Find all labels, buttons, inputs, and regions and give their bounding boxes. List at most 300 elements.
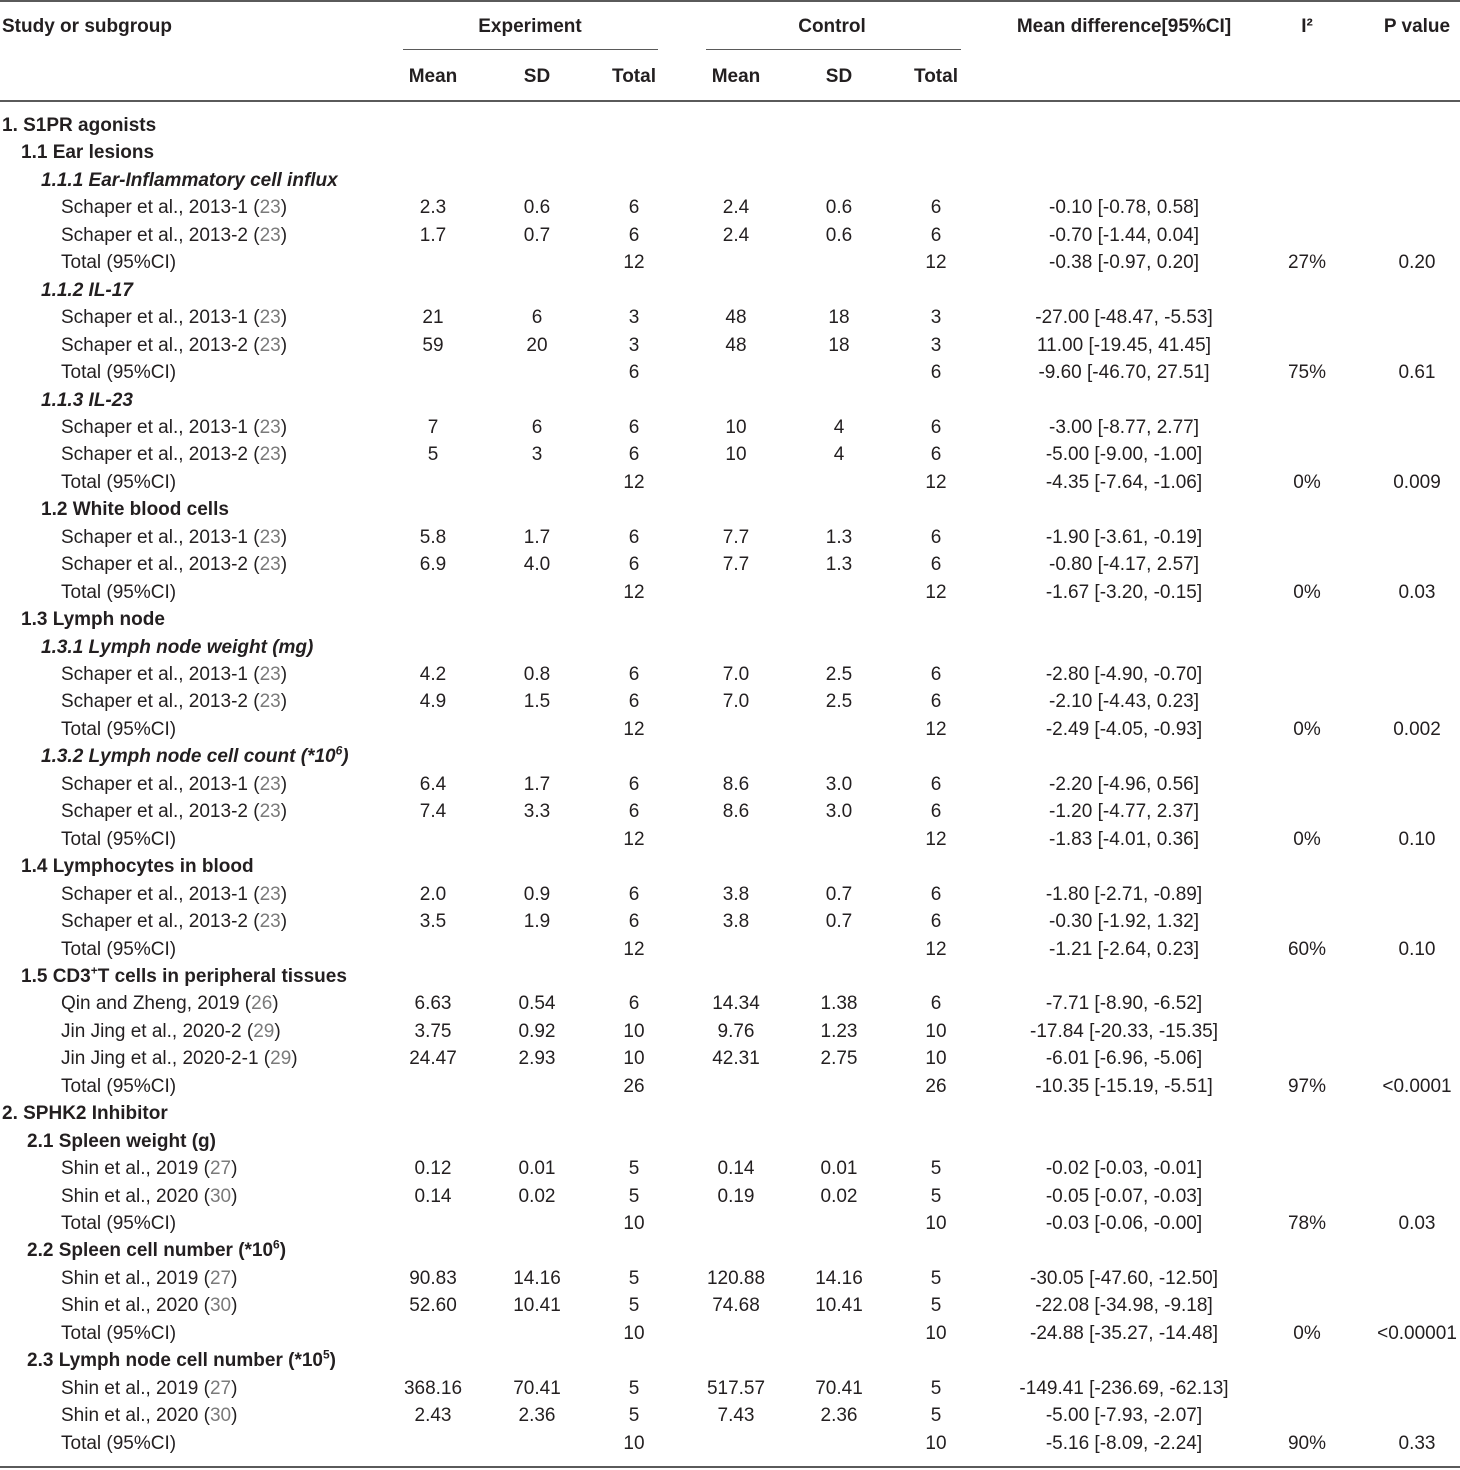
study-row bbox=[0, 222, 1460, 249]
ctrl-total-cell: 10 bbox=[925, 1048, 947, 1070]
reference-link[interactable]: 23 bbox=[259, 416, 281, 438]
study-row bbox=[0, 194, 1460, 221]
study-name-text: Shin et al., 2019 bbox=[61, 1158, 199, 1180]
exp-mean-cell: 59 bbox=[422, 334, 444, 356]
subgroup-label bbox=[41, 167, 338, 194]
subgroup-row bbox=[0, 139, 1460, 166]
ctrl-sd-cell: 18 bbox=[828, 307, 850, 329]
ctrl-mean-cell: 0.14 bbox=[717, 1158, 755, 1180]
exp-sd-cell: 1.7 bbox=[523, 526, 551, 548]
exp-sd-cell: 1.7 bbox=[523, 773, 551, 795]
mean-difference-cell: -1.67 [-3.20, -0.15] bbox=[1045, 581, 1203, 603]
reference-link[interactable]: 27 bbox=[209, 1377, 232, 1399]
study-row bbox=[0, 771, 1460, 798]
study-name-text: Jin Jing et al., 2020-2 bbox=[61, 1020, 242, 1042]
subgroup-label-suffix: ) bbox=[279, 1240, 287, 1262]
subgroup-row bbox=[0, 167, 1460, 194]
reference-link[interactable]: 23 bbox=[259, 307, 281, 329]
study-name: Schaper et al., 2013-1 (23) bbox=[61, 197, 288, 219]
study-name bbox=[61, 1210, 176, 1237]
subgroup-row bbox=[0, 853, 1460, 880]
study-name-text: Total (95%CI) bbox=[61, 718, 177, 740]
study-name-text: Total (95%CI) bbox=[61, 1432, 177, 1454]
subgroup-row bbox=[0, 963, 1460, 990]
p-value-cell: 0.03 bbox=[1398, 1213, 1436, 1234]
exp-mean-cell: 6.9 bbox=[419, 554, 447, 576]
table-top-rule bbox=[0, 0, 1460, 2]
mean-difference-cell: -2.20 [-4.96, 0.56] bbox=[1049, 773, 1199, 795]
ctrl-total-cell: 6 bbox=[930, 993, 942, 1015]
reference-link[interactable]: 30 bbox=[209, 1185, 232, 1207]
study-name bbox=[61, 936, 176, 963]
exp-mean-cell: 5.8 bbox=[419, 526, 447, 548]
mean-difference-cell: -1.90 [-3.61, -0.19] bbox=[1045, 526, 1203, 548]
study-name: Shin et al., 2020 (30) bbox=[61, 1185, 238, 1207]
exp-total-cell: 5 bbox=[628, 1185, 640, 1207]
mean-difference-cell: -0.03 [-0.06, -0.00] bbox=[1045, 1213, 1203, 1234]
header-study: Study or subgroup bbox=[2, 16, 172, 37]
mean-difference-cell: -0.02 [-0.03, -0.01] bbox=[1045, 1158, 1203, 1180]
study-row bbox=[0, 1375, 1460, 1402]
reference-link[interactable]: 23 bbox=[259, 801, 281, 823]
exp-total-cell: 10 bbox=[623, 1048, 645, 1070]
exp-mean-cell: 21 bbox=[422, 307, 444, 329]
ctrl-sd-cell: 0.7 bbox=[825, 911, 853, 933]
ctrl-mean-cell: 2.4 bbox=[722, 197, 750, 219]
ctrl-sd-cell: 3.0 bbox=[825, 773, 853, 795]
p-value-cell: 0.20 bbox=[1398, 252, 1436, 274]
i2-value-cell: 97% bbox=[1287, 1075, 1327, 1097]
study-name-text: Shin et al., 2020 bbox=[61, 1185, 199, 1207]
exp-sd-cell: 0.8 bbox=[523, 664, 551, 685]
ctrl-total-cell: 6 bbox=[930, 664, 942, 685]
p-value-cell: <0.0001 bbox=[1382, 1075, 1452, 1097]
mean-difference-cell: -1.21 [-2.64, 0.23] bbox=[1049, 938, 1199, 960]
p-value-cell: 0.002 bbox=[1393, 718, 1441, 740]
reference-link[interactable]: 27 bbox=[209, 1158, 232, 1180]
ctrl-total-cell: 6 bbox=[930, 526, 942, 548]
study-name: Jin Jing et al., 2020-2-1 (29) bbox=[61, 1048, 298, 1070]
study-row bbox=[0, 1155, 1460, 1182]
subgroup-row bbox=[0, 112, 1460, 139]
header-control: Control bbox=[798, 16, 866, 37]
exp-sd-cell: 3 bbox=[531, 444, 543, 466]
study-name-text: Jin Jing et al., 2020-2-1 bbox=[61, 1048, 259, 1070]
ctrl-total-cell: 5 bbox=[930, 1405, 942, 1427]
exp-sd-cell: 0.01 bbox=[518, 1158, 556, 1180]
study-name: Schaper et al., 2013-2 (23) bbox=[61, 554, 288, 576]
ctrl-mean-cell: 10 bbox=[725, 416, 747, 438]
study-name: Shin et al., 2020 (30) bbox=[61, 1405, 238, 1427]
exp-sd-cell: 3.3 bbox=[523, 801, 551, 823]
study-name bbox=[61, 469, 176, 496]
exp-total-cell: 5 bbox=[628, 1158, 640, 1180]
reference-link[interactable]: 23 bbox=[259, 883, 281, 905]
ctrl-mean-cell: 0.19 bbox=[717, 1185, 755, 1207]
ctrl-mean-cell: 42.31 bbox=[712, 1048, 760, 1070]
ctrl-total-cell: 6 bbox=[930, 691, 942, 713]
study-name: Shin et al., 2019 (27) bbox=[61, 1377, 238, 1399]
mean-difference-cell: -1.20 [-4.77, 2.37] bbox=[1049, 801, 1199, 823]
subgroup-row bbox=[0, 634, 1460, 661]
study-name: Schaper et al., 2013-1 (23) bbox=[61, 526, 288, 548]
header-exp-total: Total bbox=[612, 66, 656, 87]
p-value-cell: 0.33 bbox=[1398, 1432, 1436, 1454]
study-name: Schaper et al., 2013-2 (23) bbox=[61, 224, 288, 246]
reference-link[interactable]: 23 bbox=[259, 554, 281, 576]
study-name-text: Schaper et al., 2013-1 bbox=[61, 883, 248, 905]
p-value-cell: 0.03 bbox=[1398, 581, 1436, 603]
mean-difference-cell: -9.60 [-46.70, 27.51] bbox=[1038, 362, 1210, 384]
exp-total-cell: 3 bbox=[628, 307, 640, 329]
study-name-text: Total (95%CI) bbox=[61, 581, 177, 603]
subgroup-label-superscript: 6 bbox=[273, 1238, 280, 1253]
p-value-cell: 0.009 bbox=[1393, 471, 1441, 493]
exp-total-cell: 6 bbox=[628, 526, 640, 548]
ctrl-mean-cell: 14.34 bbox=[712, 993, 760, 1015]
header-exp-mean: Mean bbox=[408, 66, 458, 87]
header-ctrl-mean: Mean bbox=[711, 66, 761, 87]
subgroup-label bbox=[41, 743, 349, 770]
ctrl-mean-cell: 10 bbox=[725, 444, 747, 466]
study-name-text: Total (95%CI) bbox=[61, 828, 177, 850]
reference-link[interactable]: 27 bbox=[209, 1267, 232, 1289]
ctrl-sd-cell: 0.6 bbox=[825, 197, 853, 219]
exp-total-cell: 12 bbox=[623, 581, 645, 603]
study-name-text: Schaper et al., 2013-2 bbox=[61, 691, 248, 713]
exp-total-cell: 10 bbox=[623, 1020, 645, 1042]
ctrl-total-cell: 10 bbox=[925, 1213, 947, 1234]
p-value-cell: <0.00001 bbox=[1377, 1322, 1457, 1344]
mean-difference-cell: 11.00 [-19.45, 41.45] bbox=[1037, 334, 1211, 356]
exp-sd-cell: 10.41 bbox=[513, 1295, 561, 1317]
ctrl-mean-cell: 7.7 bbox=[722, 554, 750, 576]
mean-difference-cell: -0.30 [-1.92, 1.32] bbox=[1049, 911, 1199, 933]
ctrl-mean-cell: 7.43 bbox=[717, 1405, 755, 1427]
exp-total-cell: 10 bbox=[623, 1322, 645, 1344]
i2-value-cell: 75% bbox=[1287, 362, 1327, 384]
reference-link[interactable]: 30 bbox=[209, 1405, 232, 1427]
reference-link[interactable]: 23 bbox=[259, 197, 281, 219]
ctrl-sd-cell: 2.36 bbox=[820, 1405, 858, 1427]
ctrl-total-cell: 6 bbox=[930, 911, 942, 933]
study-row bbox=[0, 1265, 1460, 1292]
study-name-text: Schaper et al., 2013-1 bbox=[61, 416, 248, 438]
reference-link[interactable]: 23 bbox=[259, 526, 281, 548]
ctrl-mean-cell: 48 bbox=[725, 334, 747, 356]
exp-total-cell: 26 bbox=[623, 1075, 645, 1097]
header-mean-difference: Mean difference[95%CI] bbox=[1016, 16, 1232, 37]
subgroup-label-superscript: 5 bbox=[322, 1347, 330, 1362]
subgroup-row bbox=[0, 277, 1460, 304]
exp-sd-cell: 0.02 bbox=[518, 1185, 556, 1207]
subgroup-label bbox=[21, 139, 154, 166]
study-row bbox=[0, 1183, 1460, 1210]
mean-difference-cell: -5.00 [-9.00, -1.00] bbox=[1045, 444, 1203, 466]
ctrl-sd-cell: 4 bbox=[833, 416, 845, 438]
study-row bbox=[0, 990, 1460, 1017]
study-name bbox=[61, 716, 176, 743]
ctrl-mean-cell: 48 bbox=[725, 307, 747, 329]
subgroup-label bbox=[41, 496, 229, 523]
subgroup-label bbox=[21, 963, 347, 990]
mean-difference-cell: -24.88 [-35.27, -14.48] bbox=[1029, 1322, 1219, 1344]
exp-sd-cell: 1.5 bbox=[523, 691, 551, 713]
ctrl-mean-cell: 3.8 bbox=[722, 911, 750, 933]
header-experiment: Experiment bbox=[478, 16, 582, 37]
study-name-text: Shin et al., 2019 bbox=[61, 1267, 199, 1289]
study-name: Jin Jing et al., 2020-2 (29) bbox=[61, 1020, 281, 1042]
ctrl-total-cell: 10 bbox=[925, 1020, 947, 1042]
exp-total-cell: 6 bbox=[628, 554, 640, 576]
reference-link[interactable]: 23 bbox=[259, 334, 281, 356]
ctrl-sd-cell: 10.41 bbox=[815, 1295, 863, 1317]
i2-value-cell: 78% bbox=[1287, 1213, 1327, 1234]
exp-total-cell: 6 bbox=[628, 362, 640, 384]
ctrl-mean-cell: 7.0 bbox=[722, 664, 750, 685]
study-name-text: Total (95%CI) bbox=[61, 471, 177, 493]
subgroup-label-text: 2. SPHK2 Inhibitor bbox=[2, 1103, 168, 1125]
study-name-text: Total (95%CI) bbox=[61, 938, 177, 960]
ctrl-sd-cell: 2.5 bbox=[825, 664, 853, 685]
total-row bbox=[0, 579, 1460, 606]
exp-mean-cell: 7.4 bbox=[419, 801, 447, 823]
total-row bbox=[0, 716, 1460, 743]
mean-difference-cell: -7.71 [-8.90, -6.52] bbox=[1045, 993, 1203, 1015]
mean-difference-cell: -149.41 [-236.69, -62.13] bbox=[1019, 1377, 1229, 1399]
ctrl-total-cell: 12 bbox=[925, 581, 947, 603]
ctrl-mean-cell: 8.6 bbox=[722, 801, 750, 823]
ctrl-total-cell: 5 bbox=[930, 1185, 942, 1207]
ctrl-total-cell: 6 bbox=[930, 801, 942, 823]
subgroup-row bbox=[0, 496, 1460, 523]
ctrl-sd-cell: 0.01 bbox=[820, 1158, 858, 1180]
exp-mean-cell: 5 bbox=[427, 444, 439, 466]
ctrl-total-cell: 6 bbox=[930, 416, 942, 438]
study-row bbox=[0, 798, 1460, 825]
subgroup-label-superscript: + bbox=[90, 963, 98, 978]
study-name bbox=[61, 1430, 176, 1457]
exp-total-cell: 10 bbox=[623, 1213, 645, 1234]
mean-difference-cell: -4.35 [-7.64, -1.06] bbox=[1045, 471, 1203, 493]
study-name-text: Total (95%CI) bbox=[61, 1075, 177, 1097]
exp-mean-cell: 4.2 bbox=[419, 664, 447, 685]
exp-sd-cell: 0.6 bbox=[523, 197, 551, 219]
ctrl-sd-cell: 2.5 bbox=[825, 691, 853, 713]
p-value-cell: 0.10 bbox=[1398, 828, 1436, 850]
exp-mean-cell: 7 bbox=[427, 416, 439, 438]
exp-mean-cell: 2.43 bbox=[414, 1405, 452, 1427]
control-underline bbox=[706, 49, 961, 50]
study-name: Schaper et al., 2013-2 (23) bbox=[61, 911, 288, 933]
study-name: Schaper et al., 2013-2 (23) bbox=[61, 334, 288, 356]
exp-mean-cell: 3.5 bbox=[419, 911, 447, 933]
subgroup-row bbox=[0, 1347, 1460, 1374]
mean-difference-cell: -5.16 [-8.09, -2.24] bbox=[1045, 1432, 1203, 1454]
mean-difference-cell: -22.08 [-34.98, -9.18] bbox=[1035, 1295, 1213, 1317]
ctrl-mean-cell: 3.8 bbox=[722, 883, 750, 905]
study-row bbox=[0, 524, 1460, 551]
ctrl-mean-cell: 517.57 bbox=[706, 1377, 766, 1399]
ctrl-total-cell: 5 bbox=[930, 1267, 942, 1289]
exp-total-cell: 3 bbox=[628, 334, 640, 356]
ctrl-total-cell: 10 bbox=[925, 1432, 947, 1454]
ctrl-total-cell: 12 bbox=[925, 718, 947, 740]
study-row bbox=[0, 661, 1460, 688]
mean-difference-cell: -30.05 [-47.60, -12.50] bbox=[1029, 1267, 1219, 1289]
ctrl-mean-cell: 7.0 bbox=[722, 691, 750, 713]
study-row bbox=[0, 881, 1460, 908]
reference-link[interactable]: 23 bbox=[259, 444, 281, 466]
ctrl-total-cell: 6 bbox=[930, 197, 942, 219]
exp-sd-cell: 4.0 bbox=[523, 554, 551, 576]
header-bottom-rule bbox=[0, 100, 1460, 102]
exp-total-cell: 6 bbox=[628, 444, 640, 466]
reference-link[interactable]: 29 bbox=[270, 1048, 292, 1070]
subgroup-label-text: 1. S1PR agonists bbox=[2, 115, 157, 136]
mean-difference-cell: -27.00 [-48.47, -5.53] bbox=[1035, 307, 1213, 329]
exp-mean-cell: 4.9 bbox=[419, 691, 447, 713]
study-name-text: Schaper et al., 2013-1 bbox=[61, 664, 248, 685]
i2-value-cell: 0% bbox=[1293, 1322, 1321, 1344]
ctrl-total-cell: 10 bbox=[925, 1322, 947, 1344]
ctrl-sd-cell: 0.02 bbox=[820, 1185, 858, 1207]
total-row bbox=[0, 1073, 1460, 1100]
study-name-text: Schaper et al., 2013-1 bbox=[61, 526, 248, 548]
ctrl-total-cell: 6 bbox=[930, 362, 942, 384]
reference-link[interactable]: 23 bbox=[259, 664, 281, 685]
mean-difference-cell: -0.80 [-4.17, 2.57] bbox=[1049, 554, 1199, 576]
header-i2: I² bbox=[1301, 16, 1313, 37]
study-name-text: Shin et al., 2020 bbox=[61, 1295, 199, 1317]
exp-sd-cell: 0.9 bbox=[523, 883, 551, 905]
study-name bbox=[61, 1320, 176, 1347]
exp-total-cell: 12 bbox=[623, 938, 645, 960]
study-name bbox=[61, 359, 176, 386]
exp-total-cell: 5 bbox=[628, 1295, 640, 1317]
exp-sd-cell: 1.9 bbox=[523, 911, 551, 933]
ctrl-total-cell: 5 bbox=[930, 1295, 942, 1317]
exp-total-cell: 6 bbox=[628, 197, 640, 219]
exp-sd-cell: 6 bbox=[531, 416, 543, 438]
ctrl-sd-cell: 18 bbox=[828, 334, 850, 356]
ctrl-total-cell: 6 bbox=[930, 224, 942, 246]
subgroup-row bbox=[0, 387, 1460, 414]
exp-total-cell: 12 bbox=[623, 471, 645, 493]
exp-total-cell: 6 bbox=[628, 416, 640, 438]
ctrl-mean-cell: 2.4 bbox=[722, 224, 750, 246]
exp-mean-cell: 1.7 bbox=[419, 224, 447, 246]
study-name-text: Schaper et al., 2013-1 bbox=[61, 773, 248, 795]
ctrl-total-cell: 12 bbox=[925, 828, 947, 850]
i2-value-cell: 0% bbox=[1293, 718, 1321, 740]
study-row bbox=[0, 1292, 1460, 1319]
study-name-text: Qin and Zheng, 2019 bbox=[61, 993, 240, 1015]
study-name: Schaper et al., 2013-1 (23) bbox=[61, 664, 288, 685]
ctrl-total-cell: 3 bbox=[930, 334, 942, 356]
reference-link[interactable]: 26 bbox=[251, 993, 273, 1015]
reference-link[interactable]: 23 bbox=[259, 691, 281, 713]
exp-sd-cell: 20 bbox=[526, 334, 548, 356]
study-name: Schaper et al., 2013-2 (23) bbox=[61, 691, 288, 713]
exp-mean-cell: 0.14 bbox=[414, 1185, 452, 1207]
exp-total-cell: 6 bbox=[628, 224, 640, 246]
ctrl-total-cell: 6 bbox=[930, 773, 942, 795]
subgroup-row bbox=[0, 1100, 1460, 1127]
i2-value-cell: 0% bbox=[1293, 581, 1321, 603]
reference-link[interactable]: 30 bbox=[209, 1295, 232, 1317]
exp-total-cell: 6 bbox=[628, 664, 640, 685]
total-row bbox=[0, 826, 1460, 853]
subgroup-label-text: 1.1.2 IL-17 bbox=[41, 279, 133, 301]
subgroup-label bbox=[27, 1347, 336, 1374]
ctrl-sd-cell: 0.7 bbox=[825, 883, 853, 905]
ctrl-mean-cell: 120.88 bbox=[706, 1267, 766, 1289]
exp-sd-cell: 0.92 bbox=[518, 1020, 556, 1042]
reference-link[interactable]: 23 bbox=[259, 224, 281, 246]
exp-mean-cell: 24.47 bbox=[409, 1048, 457, 1070]
subgroup-row bbox=[0, 743, 1460, 770]
ctrl-mean-cell: 8.6 bbox=[722, 773, 750, 795]
ctrl-total-cell: 6 bbox=[930, 883, 942, 905]
total-row bbox=[0, 1430, 1460, 1457]
exp-mean-cell: 368.16 bbox=[403, 1377, 463, 1399]
subgroup-label-text: 1.4 Lymphocytes in blood bbox=[21, 856, 254, 878]
subgroup-label-suffix: ) bbox=[342, 746, 349, 768]
study-row bbox=[0, 441, 1460, 468]
exp-mean-cell: 2.3 bbox=[419, 197, 447, 219]
study-name: Schaper et al., 2013-1 (23) bbox=[61, 416, 288, 438]
exp-sd-cell: 0.54 bbox=[518, 993, 556, 1015]
ctrl-total-cell: 12 bbox=[925, 938, 947, 960]
study-row bbox=[0, 1402, 1460, 1429]
header-ctrl-total: Total bbox=[914, 66, 958, 87]
exp-mean-cell: 6.63 bbox=[414, 993, 452, 1015]
ctrl-sd-cell: 4 bbox=[833, 444, 845, 466]
mean-difference-cell: -17.84 [-20.33, -15.35] bbox=[1029, 1020, 1219, 1042]
study-row bbox=[0, 688, 1460, 715]
study-name: Shin et al., 2019 (27) bbox=[61, 1158, 238, 1180]
exp-sd-cell: 0.7 bbox=[523, 224, 551, 246]
mean-difference-cell: -0.10 [-0.78, 0.58] bbox=[1049, 197, 1199, 219]
ctrl-mean-cell: 9.76 bbox=[717, 1020, 755, 1042]
exp-sd-cell: 2.93 bbox=[518, 1048, 556, 1070]
study-name bbox=[61, 826, 176, 853]
ctrl-mean-cell: 7.7 bbox=[722, 526, 750, 548]
study-row bbox=[0, 1018, 1460, 1045]
study-row bbox=[0, 551, 1460, 578]
exp-total-cell: 6 bbox=[628, 801, 640, 823]
reference-link[interactable]: 29 bbox=[253, 1020, 275, 1042]
study-name-text: Schaper et al., 2013-2 bbox=[61, 224, 248, 246]
study-name: Shin et al., 2019 (27) bbox=[61, 1267, 238, 1289]
reference-link[interactable]: 23 bbox=[259, 773, 281, 795]
subgroup-label-suffix: ) bbox=[329, 1350, 336, 1372]
subgroup-label-text: 2.2 Spleen cell number (*10 bbox=[27, 1240, 274, 1262]
exp-mean-cell: 0.12 bbox=[414, 1158, 452, 1180]
p-value-cell: 0.61 bbox=[1398, 362, 1436, 384]
i2-value-cell: 0% bbox=[1293, 471, 1321, 493]
subgroup-label-text: 1.3.1 Lymph node weight (mg) bbox=[41, 636, 314, 658]
subgroup-label-text: 1.3 Lymph node bbox=[21, 609, 165, 631]
study-name-text: Total (95%CI) bbox=[61, 362, 177, 384]
subgroup-label bbox=[41, 634, 313, 661]
reference-link[interactable]: 23 bbox=[259, 911, 281, 933]
study-name: Schaper et al., 2013-1 (23) bbox=[61, 883, 288, 905]
subgroup-label bbox=[41, 277, 133, 304]
exp-total-cell: 5 bbox=[628, 1405, 640, 1427]
exp-total-cell: 10 bbox=[623, 1432, 645, 1454]
